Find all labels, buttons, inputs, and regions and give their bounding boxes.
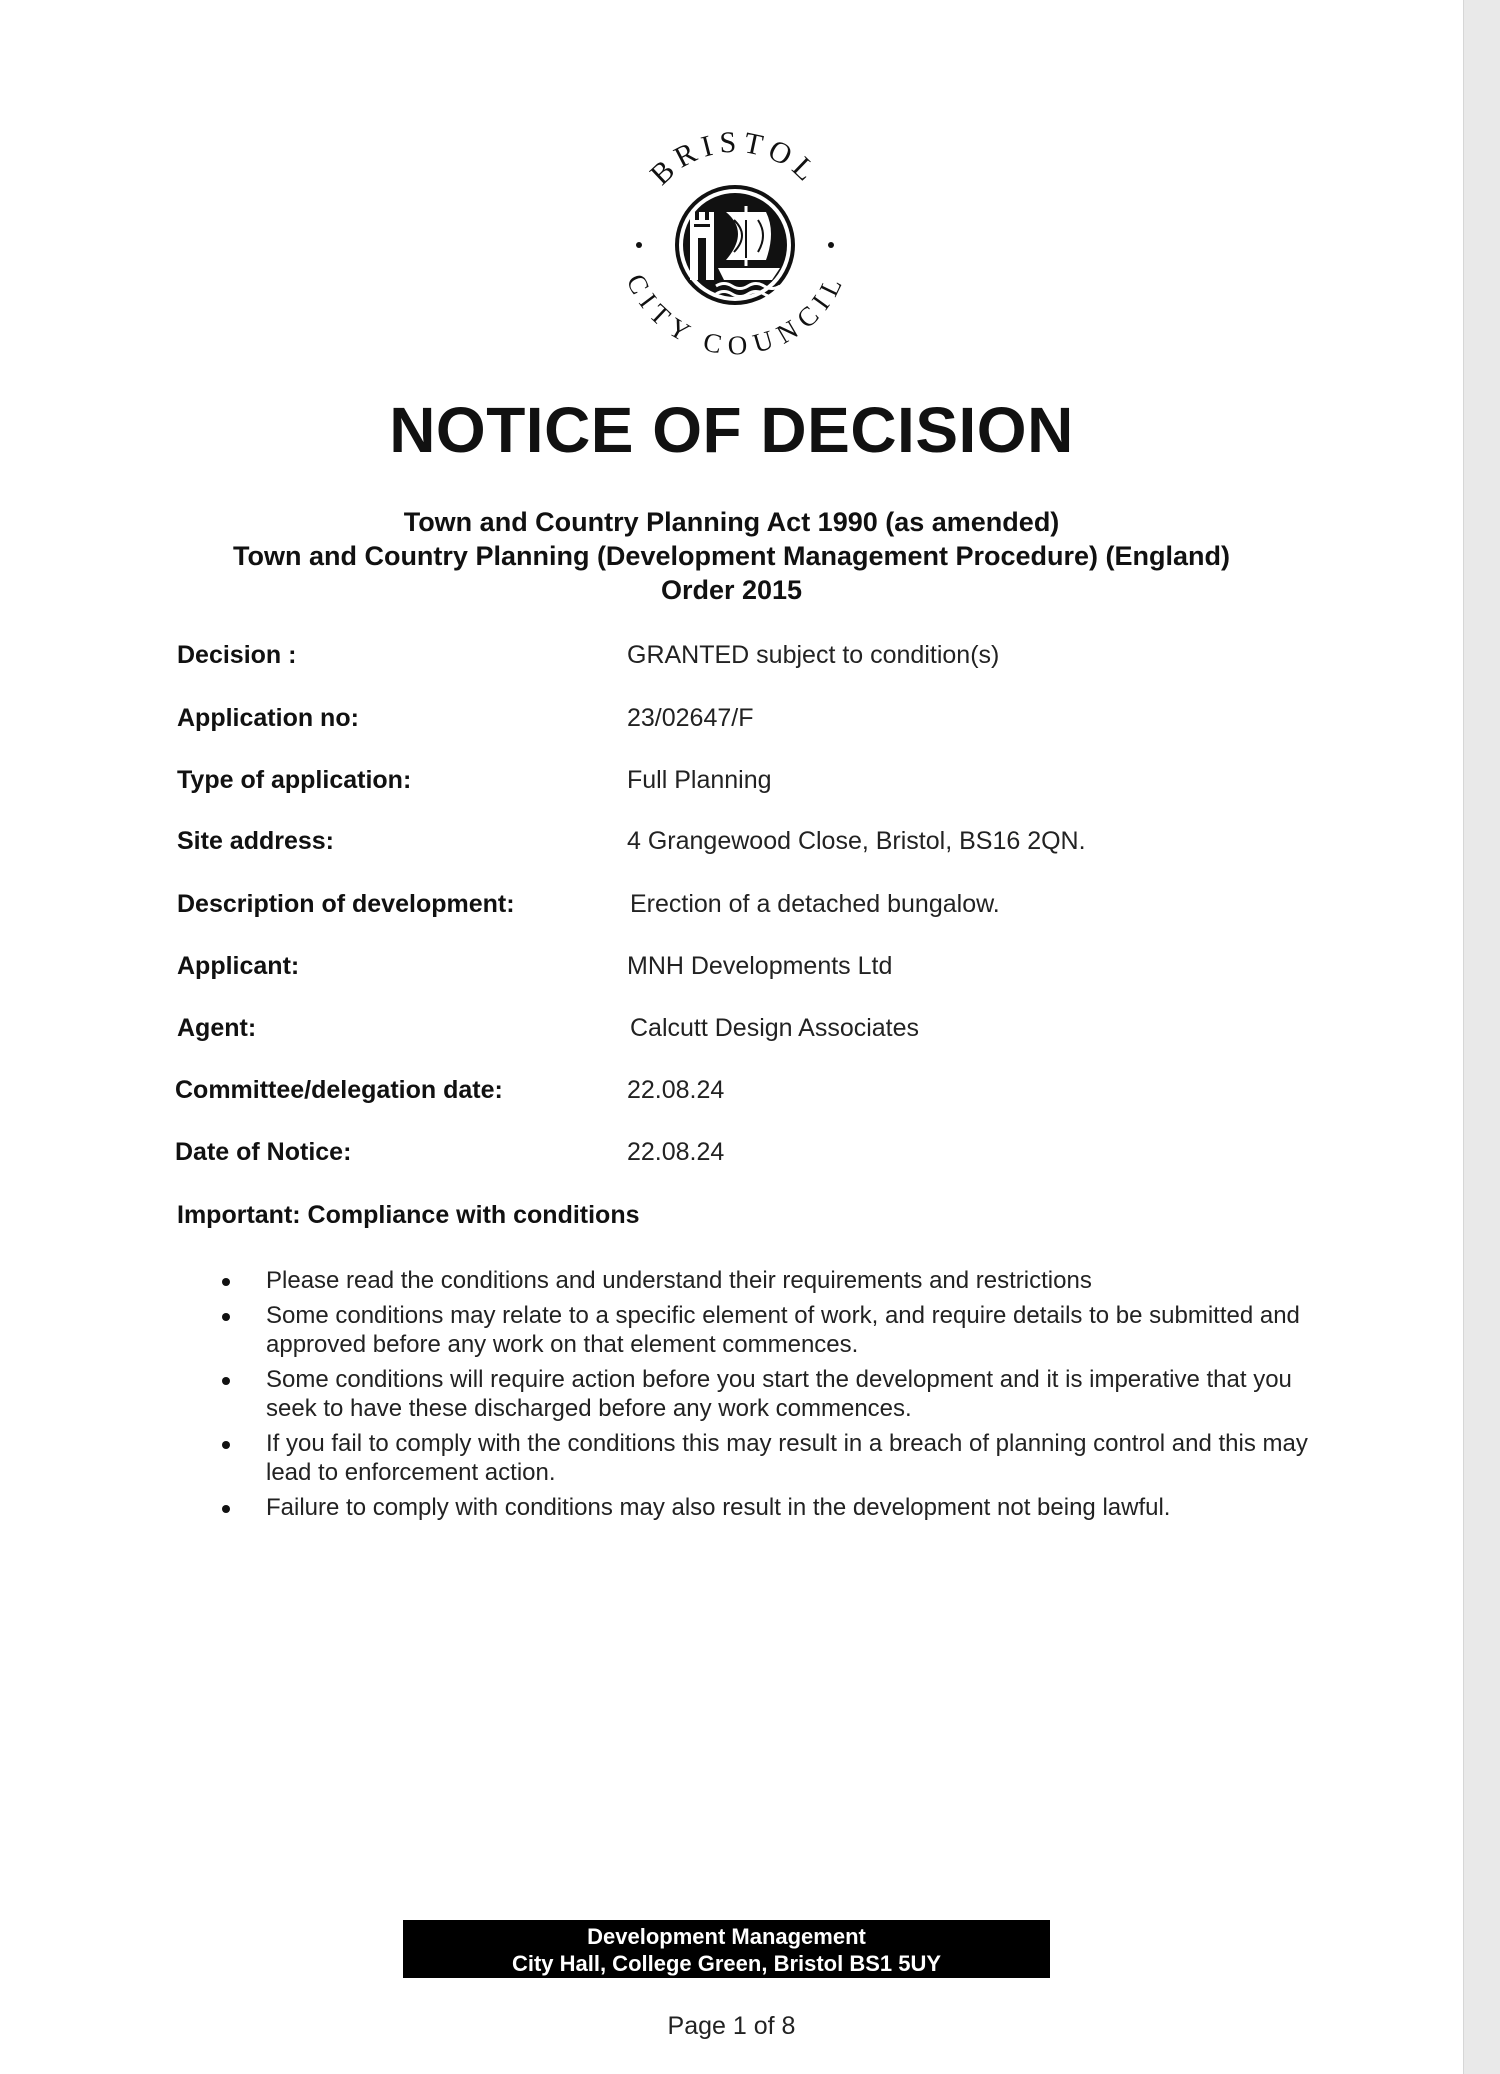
application-no-label: Application no: bbox=[177, 704, 359, 732]
logo-bottom-text: CITY COUNCIL bbox=[620, 269, 850, 361]
notice-date-label: Date of Notice: bbox=[175, 1138, 352, 1166]
bullet-icon bbox=[222, 1505, 230, 1513]
list-item-text: Some conditions will require action before you start the development and it is imperative that you seek to have these discharged before any work commences. bbox=[266, 1366, 1292, 1422]
important-heading: Important: Compliance with conditions bbox=[177, 1201, 640, 1229]
logo-top-text: BRISTOL bbox=[643, 125, 827, 192]
bullet-icon bbox=[222, 1377, 230, 1385]
list-item-text: If you fail to comply with the conditions this may result in a breach of planning control and this may lead to enforcement action. bbox=[266, 1430, 1308, 1486]
list-item bbox=[222, 1429, 1322, 1487]
applicant-label: Applicant: bbox=[177, 952, 300, 980]
ship-castle-emblem-icon bbox=[675, 185, 795, 305]
list-item bbox=[222, 1493, 1322, 1522]
list-item bbox=[222, 1266, 1322, 1295]
page-title: NOTICE OF DECISION bbox=[389, 394, 1074, 466]
description-label: Description of development: bbox=[177, 890, 515, 918]
subtitle-order: Order 2015 bbox=[660, 575, 803, 605]
list-item-text: Some conditions may relate to a specific element of work, and require details to be submitted and approved before any work on that element commences. bbox=[266, 1302, 1300, 1358]
site-address-label: Site address: bbox=[177, 827, 335, 855]
agent-value: Calcutt Design Associates bbox=[630, 1014, 920, 1042]
subtitle-act: Town and Country Planning Act 1990 (as amended) bbox=[403, 507, 1060, 537]
notice-date-value: 22.08.24 bbox=[627, 1138, 725, 1166]
list-item bbox=[222, 1365, 1322, 1423]
committee-date-value: 22.08.24 bbox=[627, 1076, 725, 1104]
application-type-value: Full Planning bbox=[627, 766, 772, 794]
application-type-label: Type of application: bbox=[177, 766, 412, 794]
list-item bbox=[222, 1301, 1322, 1359]
agent-label: Agent: bbox=[177, 1014, 257, 1042]
subtitle-procedure: Town and Country Planning (Development Management Procedure) (England) bbox=[232, 541, 1231, 571]
application-no-value: 23/02647/F bbox=[627, 704, 754, 732]
bristol-city-council-logo bbox=[610, 120, 860, 370]
list-item-text: Please read the conditions and understand their requirements and restrictions bbox=[266, 1267, 1092, 1294]
footer-department: Development Management bbox=[587, 1924, 866, 1949]
decision-label: Decision : bbox=[177, 641, 297, 669]
footer-address: City Hall, College Green, Bristol BS1 5UY bbox=[511, 1951, 942, 1976]
applicant-value: MNH Developments Ltd bbox=[627, 952, 893, 980]
conditions-list bbox=[222, 1266, 1322, 1528]
page-number: Page 1 of 8 bbox=[667, 2012, 796, 2040]
decision-value: GRANTED subject to condition(s) bbox=[627, 641, 1000, 669]
site-address-value: 4 Grangewood Close, Bristol, BS16 2QN. bbox=[627, 827, 1086, 855]
footer-address-box bbox=[403, 1920, 1050, 1978]
bullet-icon bbox=[222, 1441, 230, 1449]
list-item-text: Failure to comply with conditions may also result in the development not being lawful. bbox=[266, 1494, 1171, 1521]
description-value: Erection of a detached bungalow. bbox=[630, 890, 1000, 918]
bullet-icon bbox=[222, 1278, 230, 1286]
bullet-icon bbox=[222, 1313, 230, 1321]
committee-date-label: Committee/delegation date: bbox=[175, 1076, 503, 1104]
